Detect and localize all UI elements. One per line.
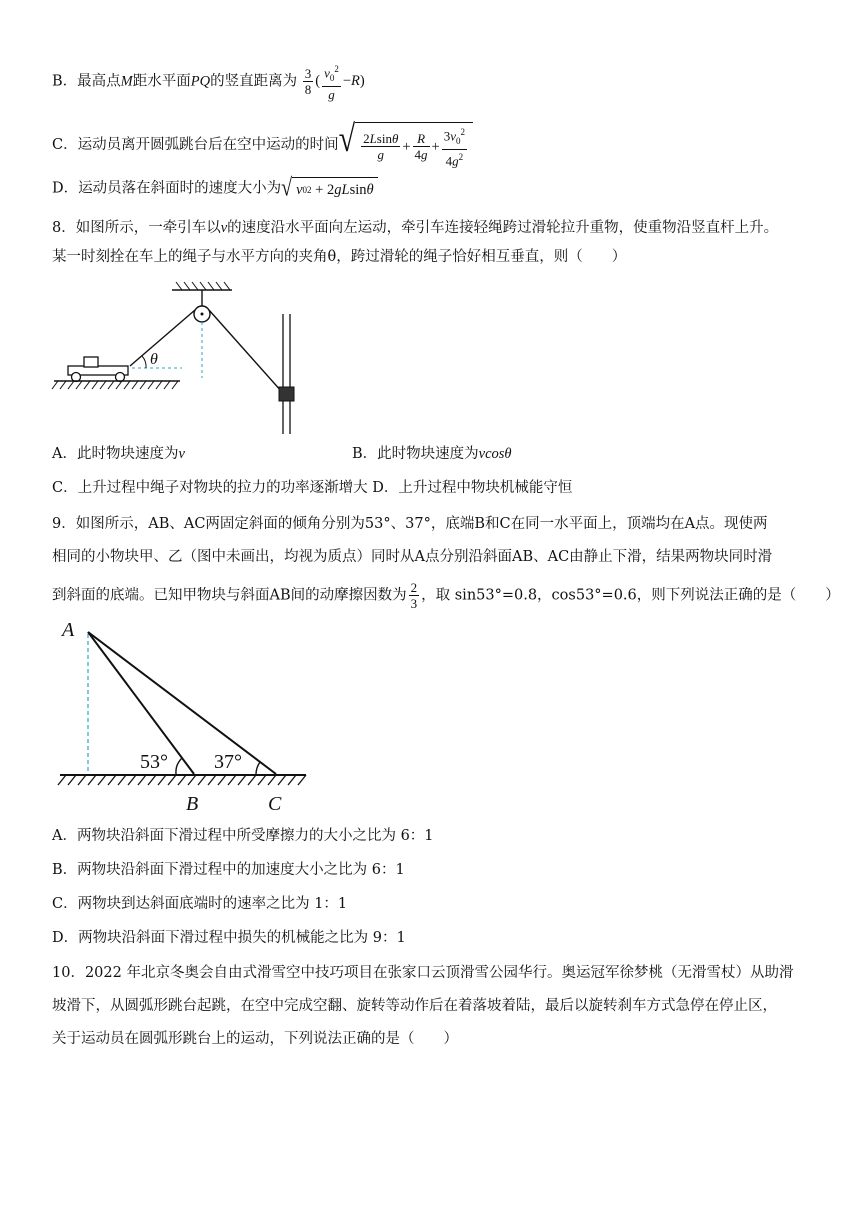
- q7-option-c: C．运动员离开圆弧跳台后在空中运动的时间 √ $\frac{2Lsin\theta}{g}$ + $\frac{R}{4g}$ + $\frac{3v_0^2}{4g^2}$: [52, 122, 473, 168]
- q8-stem-line2: 某一时刻拴在车上的绳子与水平方向的夹角θ，跨过滑轮的绳子恰好相互垂直，则（ ）: [52, 249, 627, 265]
- q8-option-b: B．此时物块速度为vcosθ: [352, 446, 512, 462]
- q9-label-b: B: [186, 793, 199, 815]
- q7-option-b: B．最高点M距水平面PQ的竖直距离为 $\frac{3}{8}$ ( $\frac{v_0^2}{g}$ −R): [52, 64, 365, 102]
- q9-stem-line2: 相同的小物块甲、乙（图中未画出，均视为质点）同时从A点分别沿斜面AB、AC由静止下滑，结果两物块同时滑: [52, 549, 773, 565]
- q9-stem-line1: 9．如图所示，AB、AC两固定斜面的倾角分别为53°、37°，底端B和C在同一水平面上，顶端均在A点。现使两: [52, 516, 768, 532]
- q8-theta-label: θ: [150, 351, 158, 368]
- q9-label-c: C: [268, 793, 282, 815]
- q7-option-d: D．运动员落在斜面时的速度大小为 √ v 0 2 + 2 gL sin θ: [52, 177, 378, 200]
- q9-option-d: D．两物块沿斜面下滑过程中损失的机械能之比为 9：1: [52, 930, 406, 946]
- q9-figure: [52, 612, 322, 822]
- q8-option-a: A．此时物块速度为v: [52, 446, 185, 462]
- q8-option-c-d: C．上升过程中绳子对物块的拉力的功率逐渐增大 D．上升过程中物块机械能守恒: [52, 480, 573, 496]
- q8-stem-line1: 8．如图所示，一牵引车以v的速度沿水平面向左运动，牵引车连接轻绳跨过滑轮拉升重物，使重物沿竖直杆上升。: [52, 220, 779, 236]
- q9-stem-line3: 到斜面的底端。已知甲物块与斜面AB间的动摩擦因数为 $\frac{2}{3}$ ，取 sin53°=0.8，cos53°=0.6，则下列说法正确的是（ ）: [52, 580, 840, 611]
- q9-angle-53: 53°: [140, 751, 168, 773]
- q9-label-a: A: [62, 619, 75, 641]
- q9-option-b: B．两物块沿斜面下滑过程中的加速度大小之比为 6：1: [52, 862, 405, 878]
- q9-option-c: C．两物块到达斜面底端时的速率之比为 1：1: [52, 896, 348, 912]
- q9-angle-37: 37°: [214, 751, 242, 773]
- q10-stem-line1: 10．2022 年北京冬奥会自由式滑雪空中技巧项目在张家口云顶滑雪公园华行。奥运冠军徐梦桃（无滑雪杖）从助滑: [52, 965, 794, 981]
- q8-figure: [50, 280, 310, 440]
- q10-stem-line2: 坡滑下，从圆弧形跳台起跳，在空中完成空翻、旋转等动作后在着落坡着陆，最后以旋转刹车方式急停在停止区，: [52, 998, 777, 1014]
- q10-stem-line3: 关于运动员在圆弧形跳台上的运动，下列说法正确的是（ ）: [52, 1031, 458, 1047]
- q9-option-a: A．两物块沿斜面下滑过程中所受摩擦力的大小之比为 6：1: [52, 828, 434, 844]
